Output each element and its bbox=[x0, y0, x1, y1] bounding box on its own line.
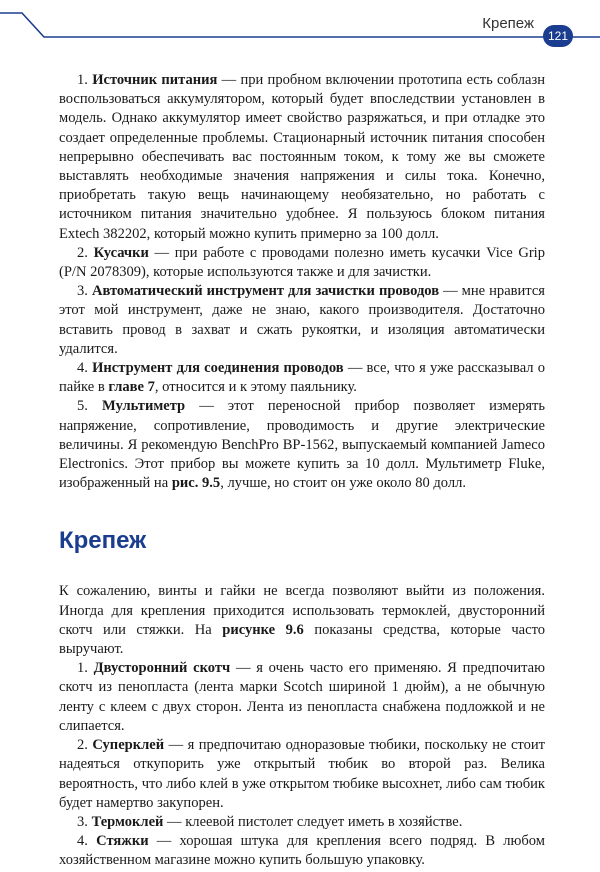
page-body bbox=[59, 71, 545, 871]
item-text: — я предпочитаю одноразовые тюбики, поскольку не стоит надеяться откупорить уже открытый тюбик во второй раз. Велика вероятность, что либо клей в уже открытом тюбике высохнет, либо сам тюбик будет намертво закупорен. bbox=[59, 737, 545, 811]
intro-text: К сожалению, винты и гайки не всегда позволяют выйти из положения. Иногда для крепления приходится использовать термоклей, двусторонний скотч или стяжки. На bbox=[59, 583, 545, 638]
running-head: Крепеж bbox=[482, 15, 534, 32]
item-text: — при пробном включении прототипа есть соблазн воспользоваться аккумулятором, который будет впоследствии установлен в модель. Однако аккумулятор имеет свойство разряжаться, и при отладке это создает определенные проблемы. Стационарный источник питания способен непрерывно обеспечивать вас постоянным током, к тому же вы сможете выставлять необходимые значения напряжения и силы тока. Конечно, приобретать такую вещь начинающему необязательно, но работать с источником питания значительно удобнее. Я пользуюсь блоком питания Extech 382202, который можно купить примерно за 100 долл. bbox=[59, 72, 545, 242]
item-number: 3. bbox=[77, 283, 88, 300]
item-text: — хорошая штука для крепления всего подряд. В любом хозяйственном магазине можно купить большую упаковку. bbox=[59, 833, 546, 869]
item-term: Инструмент для соединения проводов bbox=[92, 360, 344, 377]
item-text: — все, что я уже рассказывал о пайке в bbox=[59, 360, 545, 396]
intro-text: показаны средства, которые часто выручают. bbox=[59, 621, 546, 658]
item-text: , лучше, но стоит он уже около 80 долл. bbox=[220, 475, 467, 492]
list-item bbox=[59, 282, 545, 359]
section-heading: Крепеж bbox=[59, 527, 147, 555]
list-item bbox=[59, 832, 545, 870]
item-term: Кусачки bbox=[93, 244, 149, 261]
item-text: , относится и к этому паяльнику. bbox=[154, 379, 357, 396]
item-number: 4. bbox=[77, 833, 88, 850]
item-text: — я очень часто его применяю. Я предпочитаю скотч из пенопласта (лента марки Scotch шириной 1 дюйм), а не обычную ленту с клеем с двух сторон. Лента из пенопласта снабжена подложкой и не слипается. bbox=[59, 660, 545, 734]
item-number: 2. bbox=[77, 244, 88, 261]
list-item bbox=[59, 659, 545, 736]
item-text: — при работе с проводами полезно иметь кусачки Vice Grip (P/N 2078309), которые используются также и для зачистки. bbox=[59, 244, 545, 281]
list-item bbox=[59, 359, 545, 397]
item-number: 2. bbox=[77, 737, 88, 754]
list-item bbox=[59, 397, 545, 493]
item-term: Двусторонний скотч bbox=[93, 660, 231, 677]
figure-reference: рис. 9.5 bbox=[171, 475, 221, 492]
item-number: 4. bbox=[77, 360, 88, 377]
item-term: Термоклей bbox=[91, 813, 164, 830]
item-text: — мне нравится этот мой инструмент, даже не знаю, какого производителя. Достаточно вставить провод в захват и сжать рукоятки, и изоляция автоматически удалится. bbox=[59, 283, 545, 357]
section-intro bbox=[59, 582, 545, 659]
chapter-reference: главе 7 bbox=[108, 379, 155, 396]
item-text: — клеевой пистолет следует иметь в хозяйстве. bbox=[163, 813, 463, 830]
page-number: 121 bbox=[543, 25, 573, 47]
item-text: — этот переносной прибор позволяет измерять напряжение, сопротивление, проводимость и другие электрические величины. Я рекомендую BenchPro BP-1562, выпускаемый компанией Jameco Electronics. Этот прибор вы можете купить за 10 долл. Мультиметр Fluke, изображенный на bbox=[59, 398, 546, 492]
list-item bbox=[59, 244, 545, 282]
item-term: Мультиметр bbox=[102, 398, 186, 415]
item-number: 1. bbox=[77, 72, 88, 88]
item-term: Автоматический инструмент для зачистки проводов bbox=[91, 283, 440, 300]
list-item bbox=[59, 813, 545, 832]
item-number: 1. bbox=[77, 660, 88, 677]
figure-reference: рисунке 9.6 bbox=[222, 621, 304, 638]
item-term: Источник питания bbox=[92, 72, 218, 88]
list-item bbox=[59, 736, 545, 813]
item-term: Суперклей bbox=[92, 737, 165, 754]
item-term: Стяжки bbox=[96, 833, 149, 850]
item-number: 3. bbox=[77, 813, 88, 830]
item-number: 5. bbox=[77, 398, 88, 415]
list-item bbox=[59, 71, 545, 244]
